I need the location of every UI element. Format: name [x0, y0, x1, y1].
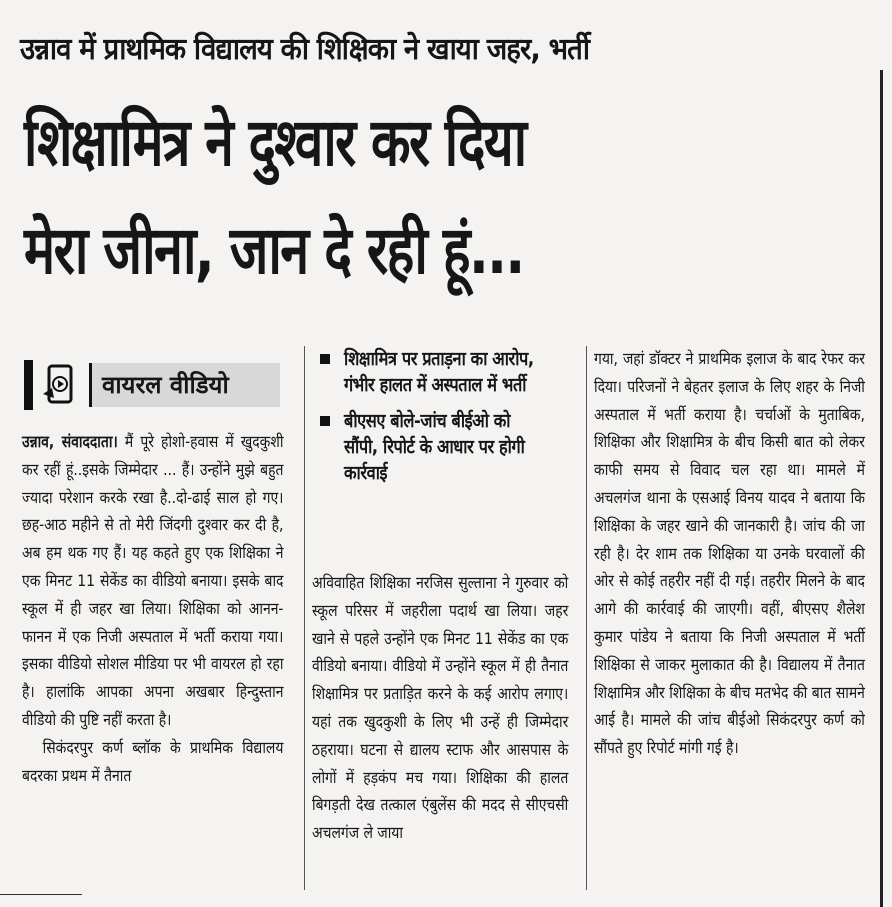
dateline: उन्नाव, संवाददाता।: [22, 432, 118, 451]
column-divider: [304, 346, 305, 890]
article-paragraph: अविवाहित शिक्षिका नरजिस सुल्ताना ने गुरुवार को स्कूल परिसर में जहरीला पदार्थ खा लिया। जहर खाने से पहले उन्होंने एक मिनट 11 सेकेंड का एक वीडियो बनाया। वीडियो में उन्होंने स्कूल में ही तैनात शिक्षामित्र पर प्रताड़ित करने के कई आरोप लगाए। यहां तक खुदकुशी के लिए भी उन्हें ही जिम्मेदार ठहराया। घटना से द्यालय स्टाफ और आसपास के लोगों में हड़कंप मच गया। शिक्षिका की हालत बिगड़ती देख तत्काल एंबुलेंस की मदद से सीएचसी अचलगंज ले जाया: [312, 573, 569, 843]
highlight-text: शिक्षामित्र पर प्रताड़ना का आरोप, गंभीर हालत में अस्पताल में भर्ती: [344, 348, 534, 396]
footer-rule: [0, 894, 82, 895]
viral-video-label: वायरल वीडियो: [89, 363, 280, 407]
article-paragraph-1: [22, 428, 283, 734]
tag-bar: [24, 360, 33, 410]
column-divider: [586, 346, 587, 890]
bullet-square-icon: [320, 354, 330, 364]
main-headline-line2: मेरा जीना, जान दे रही हूं...: [24, 212, 524, 289]
article-column-3: [594, 345, 865, 762]
viral-video-tag: [24, 360, 280, 410]
column-divider-right: [880, 70, 883, 907]
highlight-item: [320, 346, 582, 398]
article-paragraph-2: सिकंदरपुर कर्ण ब्लॉक के प्राथमिक विद्यालय बदरका प्रथम में तैनात: [22, 737, 284, 785]
kicker-headline: उन्नाव में प्राथमिक विद्यालय की शिक्षिका ने खाया जहर, भर्ती: [20, 32, 590, 67]
highlight-item: [320, 408, 582, 486]
article-paragraph: गया, जहां डॉक्टर ने प्राथमिक इलाज के बाद रेफर कर दिया। परिजनों ने बेहतर इलाज के लिए शहर के निजी अस्पताल में भर्ती कराया है। चर्चाओं के मुताबिक, शिक्षिका और शिक्षामित्र के बीच किसी बात को लेकर काफी समय से विवाद चल रहा था। मामले में अचलगंज थाना के एसआई विनय यादव ने बताया कि शिक्षिका के जहर खाने की जानकारी है। जांच की जा रही है। देर शाम तक शिक्षिका या उनके घरवालों की ओर से कोई तहरीर नहीं दी गई। तहरीर मिलने के बाद आगे की कार्रवाई की जाएगी। वहीं, बीएसए शैलेश कुमार पांडेय ने बताया कि निजी अस्पताल में भर्ती शिक्षिका से जाकर मुलाकात की है। विद्यालय में तैनात शिक्षामित्र और शिक्षिका के बीच मतभेद की बात सामने आई है। मामले की जांच बीईओ सिकंदरपुर कर्ण को सौंपते हुए रिपोर्ट मांगी गई है।: [594, 349, 865, 758]
highlights-box: [320, 346, 582, 541]
main-headline-line1: शिक्षामित्र ने दुश्वार कर दिया: [24, 104, 526, 181]
highlight-text: बीएसए बोले-जांच बीईओ को सौंपी, रिपोर्ट के आधार पर होगी कार्रवाई: [344, 410, 525, 484]
article-column-1: [22, 428, 283, 789]
article-text: मैं पूरे होशो-हवास में खुदकुशी कर रहीं हूं..इसके जिम्मेदार ... हैं। उन्होंने मुझे बहुत ज्यादा परेशान करके रखा है..दो-ढाई साल हो गए। छह-आठ महीने से तो मेरी जिंदगी दुश्वार कर दी है, अब हम थक गए हैं। यह कहते हुए एक शिक्षिका ने एक मिनट 11 सेकेंड का वीडियो बनाया। इसके बाद स्कूल में ही जहर खा लिया। शिक्षिका को आनन-फानन में एक निजी अस्पताल में भर्ती कराया गया। इसका वीडियो सोशल मीडिया पर भी वायरल हो रहा है। हालांकि आपका अपना अखबार हिन्दुस्तान वीडियो की पुष्टि नहीं करता है।: [22, 432, 284, 729]
bullet-square-icon: [320, 416, 330, 426]
article-column-2: [312, 569, 568, 847]
phone-video-icon: [33, 360, 87, 410]
